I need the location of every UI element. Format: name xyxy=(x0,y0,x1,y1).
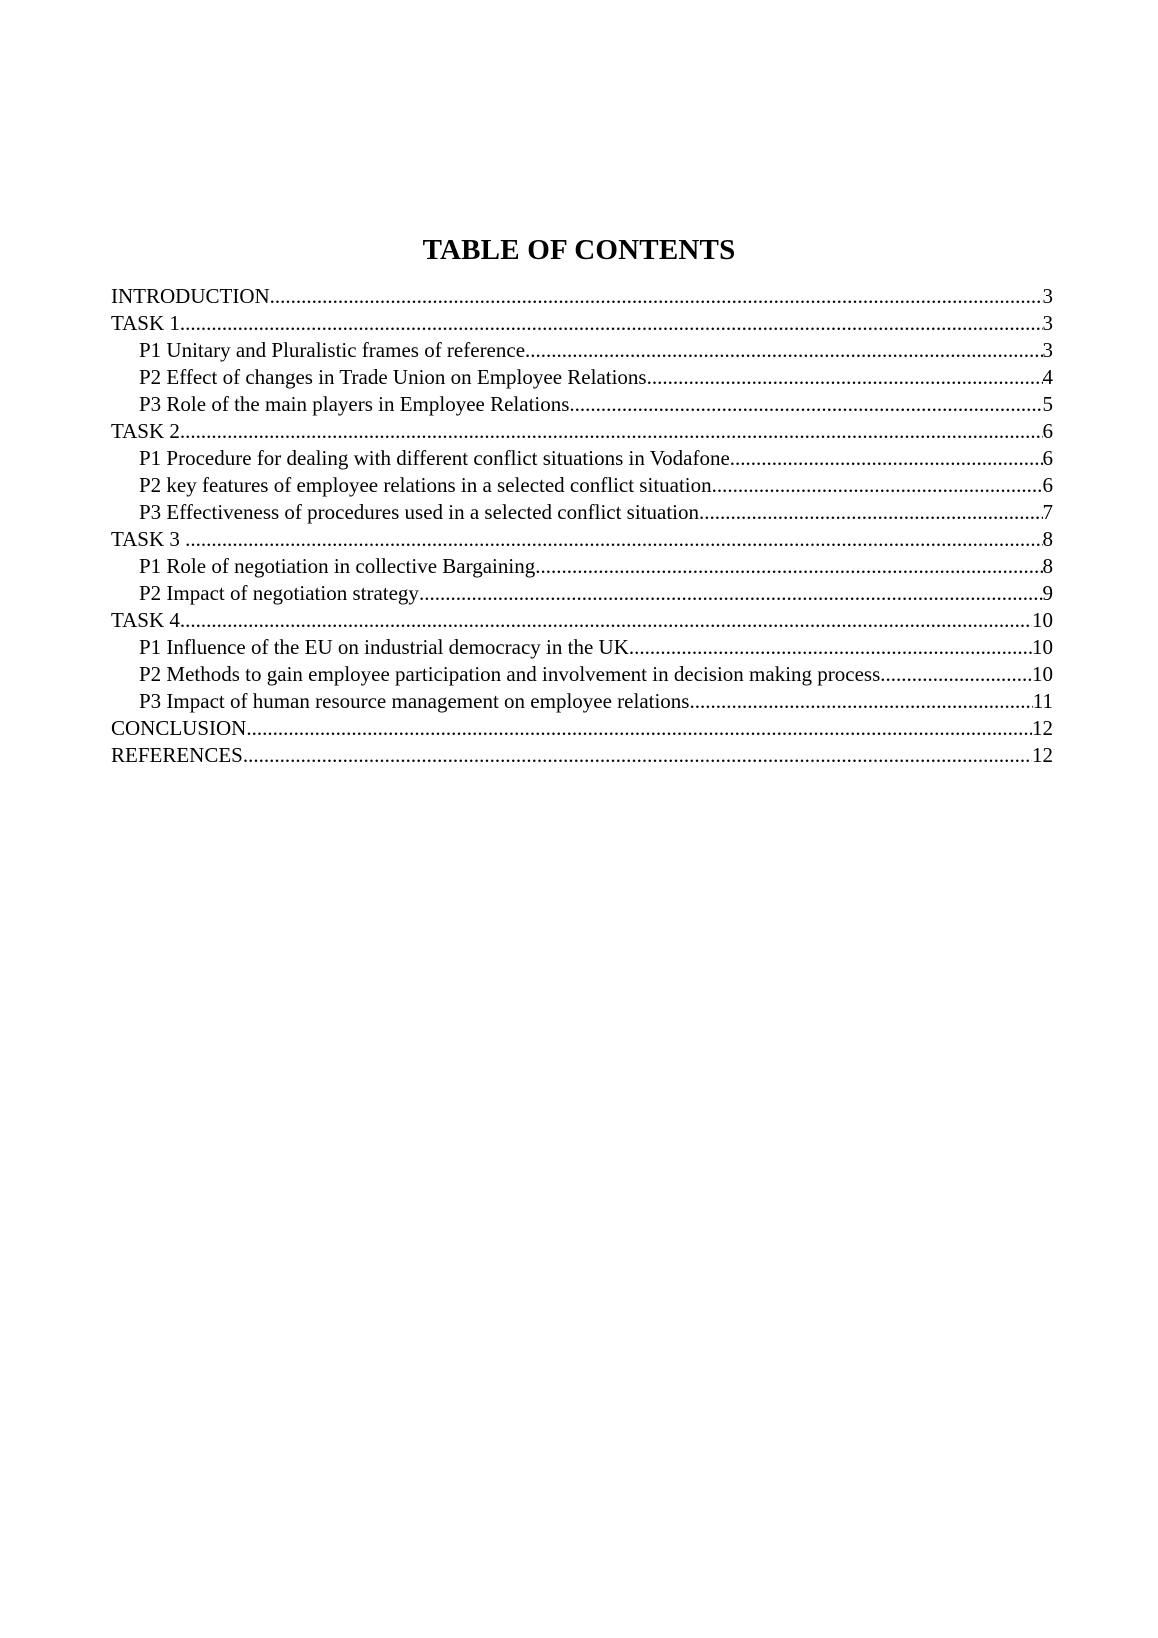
toc-dot-leader xyxy=(569,391,1042,418)
toc-dot-leader xyxy=(712,472,1043,499)
toc-page-number: 3 xyxy=(1042,284,1053,308)
toc-list xyxy=(111,283,1053,769)
toc-dot-leader xyxy=(699,499,1042,526)
toc-entry-text: CONCLUSION xyxy=(111,716,247,740)
toc-page-number: 6 xyxy=(1042,446,1053,470)
toc-dot-leader xyxy=(185,526,1042,553)
toc-dot-leader xyxy=(246,715,1032,742)
toc-page-number: 3 xyxy=(1042,311,1053,335)
toc-entry-task-1-p2[interactable] xyxy=(111,364,1053,391)
toc-entry-conclusion[interactable] xyxy=(111,715,1053,742)
toc-entry-task-2-p1[interactable] xyxy=(111,445,1053,472)
toc-page-number: 8 xyxy=(1042,527,1053,551)
toc-dot-leader xyxy=(689,688,1032,715)
toc-entry-task-1-p3[interactable] xyxy=(111,391,1053,418)
toc-entry-task-4-p2[interactable] xyxy=(111,661,1053,688)
toc-page-number: 5 xyxy=(1042,392,1053,416)
toc-page-number: 10 xyxy=(1032,608,1053,632)
toc-entry-text: P2 key features of employee relations in a selected conflict situation xyxy=(139,473,712,497)
toc-page-number: 4 xyxy=(1042,365,1053,389)
toc-entry-text: TASK 1 xyxy=(111,311,180,335)
toc-entry-introduction[interactable] xyxy=(111,283,1053,310)
toc-dot-leader xyxy=(880,661,1032,688)
toc-entry-text: P3 Effectiveness of procedures used in a selected conflict situation xyxy=(139,500,700,524)
toc-dot-leader xyxy=(535,553,1042,580)
toc-entry-text: P1 Influence of the EU on industrial democracy in the UK xyxy=(139,635,629,659)
toc-entry-text: P1 Role of negotiation in collective Bargaining xyxy=(139,554,536,578)
toc-entry-text: P3 Impact of human resource management on employee relations xyxy=(139,689,690,713)
toc-dot-leader xyxy=(243,742,1032,769)
toc-entry-task-4[interactable] xyxy=(111,607,1053,634)
toc-entry-task-1[interactable] xyxy=(111,310,1053,337)
toc-dot-leader xyxy=(419,580,1043,607)
toc-entry-text: TASK 4 xyxy=(111,608,180,632)
toc-page-number: 6 xyxy=(1042,473,1053,497)
toc-entry-text: P2 Impact of negotiation strategy xyxy=(139,581,419,605)
toc-entry-task-1-p1[interactable] xyxy=(111,337,1053,364)
toc-page-number: 9 xyxy=(1042,581,1053,605)
toc-dot-leader xyxy=(180,418,1043,445)
toc-entry-text: P3 Role of the main players in Employee Relations xyxy=(139,392,570,416)
toc-dot-leader xyxy=(730,445,1043,472)
toc-page-number: 10 xyxy=(1032,635,1053,659)
toc-dot-leader xyxy=(270,283,1043,310)
toc-page-number: 12 xyxy=(1032,716,1053,740)
toc-entry-task-4-p3[interactable] xyxy=(111,688,1053,715)
toc-entry-text: P2 Effect of changes in Trade Union on Employee Relations xyxy=(139,365,647,389)
toc-entry-task-3[interactable] xyxy=(111,526,1053,553)
toc-page-number: 7 xyxy=(1042,500,1053,524)
toc-entry-task-4-p1[interactable] xyxy=(111,634,1053,661)
toc-dot-leader xyxy=(180,310,1043,337)
toc-entry-text: REFERENCES xyxy=(111,743,243,767)
toc-entry-text: TASK 3 xyxy=(111,527,186,551)
toc-entry-text: P1 Procedure for dealing with different conflict situations in Vodafone xyxy=(139,446,730,470)
toc-entry-references[interactable] xyxy=(111,742,1053,769)
toc-title: TABLE OF CONTENTS xyxy=(422,234,736,266)
toc-page-number: 8 xyxy=(1042,554,1053,578)
toc-entry-task-2-p3[interactable] xyxy=(111,499,1053,526)
toc-page-number: 6 xyxy=(1042,419,1053,443)
toc-page-number: 12 xyxy=(1032,743,1053,767)
toc-dot-leader xyxy=(525,337,1042,364)
toc-entry-text: P1 Unitary and Pluralistic frames of reference xyxy=(139,338,526,362)
toc-dot-leader xyxy=(629,634,1032,661)
toc-entry-text: P2 Methods to gain employee participation and involvement in decision making process xyxy=(139,662,881,686)
toc-dot-leader xyxy=(180,607,1032,634)
toc-dot-leader xyxy=(647,364,1043,391)
toc-entry-task-2-p2[interactable] xyxy=(111,472,1053,499)
toc-entry-text: TASK 2 xyxy=(111,419,180,443)
toc-page-number: 3 xyxy=(1042,338,1053,362)
toc-page-number: 10 xyxy=(1032,662,1053,686)
toc-entry-task-3-p1[interactable] xyxy=(111,553,1053,580)
toc-entry-task-2[interactable] xyxy=(111,418,1053,445)
toc-page-number: 11 xyxy=(1032,689,1053,713)
toc-entry-text: INTRODUCTION xyxy=(111,284,270,308)
toc-entry-task-3-p2[interactable] xyxy=(111,580,1053,607)
